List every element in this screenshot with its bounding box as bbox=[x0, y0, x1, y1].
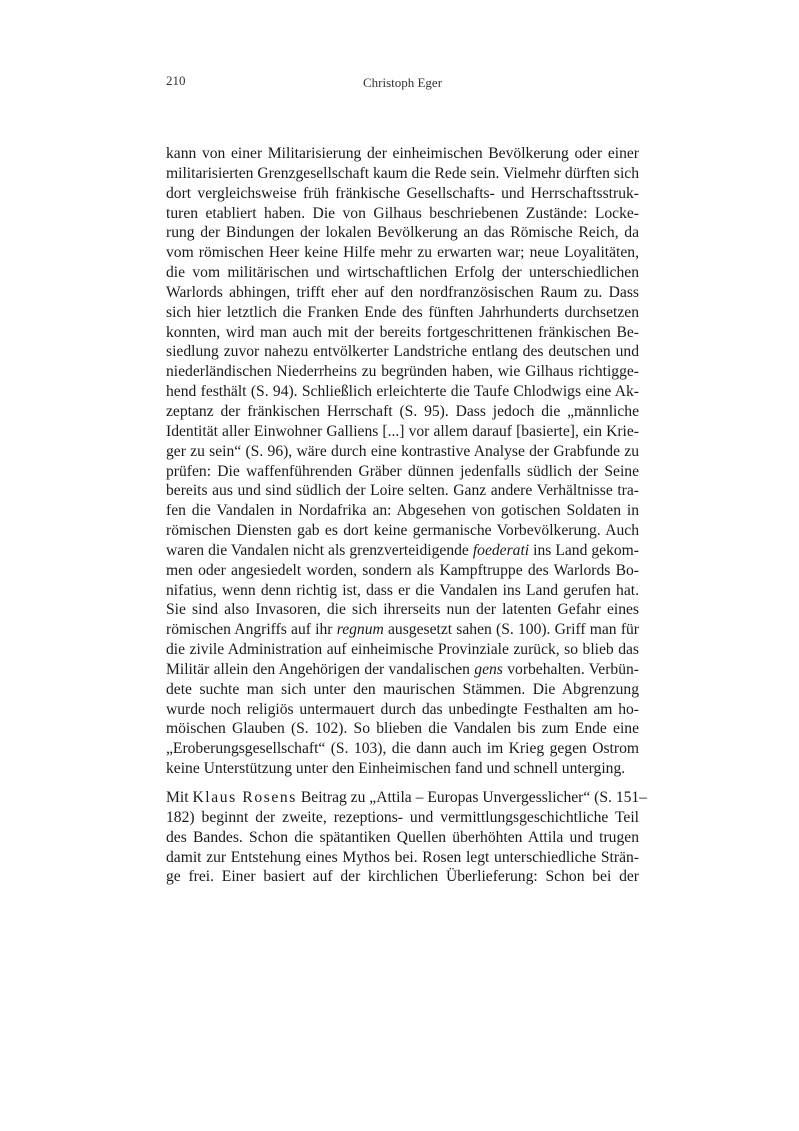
text-line: zeptanz der fränkischen Herrschaft (S. 95). Dass jedoch die „männliche bbox=[166, 402, 639, 420]
author-name: Klaus Rosens bbox=[192, 789, 297, 806]
italic-term: regnum bbox=[336, 621, 384, 639]
text-line: kann von einer Militarisierung der einheimischen Bevölkerung oder einer bbox=[166, 145, 639, 162]
text-line: nifatius, wenn denn richtig ist, dass er die Vandalen ins Land gerufen hat. bbox=[166, 581, 639, 599]
text-line: „Eroberungsgesellschaft“ (S. 103), die dann auch im Krieg gegen Ostrom bbox=[166, 740, 639, 758]
text-line: ger zu sein“ (S. 96), wäre durch eine kontrastive Analyse der Grabfunde zu bbox=[166, 442, 639, 460]
text-line: die vom militärischen und wirtschaftlichen Erfolg der unterschiedlichen bbox=[166, 264, 639, 282]
page-number: 210 bbox=[166, 73, 186, 88]
text-line: dete suchte man sich unter den maurischen Stämmen. Die Abgrenzung bbox=[166, 680, 639, 698]
text-line: konnten, wird man auch mit der bereits fortgeschrittenen fränkischen Be- bbox=[166, 323, 639, 341]
text-line: die zivile Administration auf einheimische Provinziale zurück, so blieb das bbox=[166, 641, 639, 659]
text-line: fen die Vandalen in Nordafrika an: Abgesehen von gotischen Soldaten in bbox=[166, 502, 639, 520]
text-line: ge frei. Einer basiert auf der kirchlichen Überlieferung: Schon bei der bbox=[166, 868, 639, 886]
text-line: Identität aller Einwohner Galliens [...] vor allem darauf [basierte], ein Krie- bbox=[166, 422, 639, 440]
text-line: Warlords abhingen, trifft eher auf den nordfranzösischen Raum zu. Dass bbox=[166, 283, 639, 301]
text-line: des Bandes. Schon die spätantiken Quellen überhöhten Attila und trugen bbox=[166, 828, 639, 846]
italic-term: gens bbox=[474, 660, 503, 678]
text-line: möischen Glauben (S. 102). So blieben die Vandalen bis zum Ende eine bbox=[166, 720, 639, 738]
text-line: Sie sind also Invasoren, die sich ihrerseits nun der latenten Gefahr eines bbox=[166, 601, 639, 619]
text-line: damit zur Entstehung eines Mythos bei. Rosen legt unterschiedliche Strän- bbox=[166, 848, 639, 866]
text-line: römischen Angriffs auf ihr regnum ausgesetzt sahen (S. 100). Griff man für bbox=[166, 621, 639, 639]
text-line: Mit Klaus Rosens Beitrag zu „Attila – Europas Unvergesslicher“ (S. 151– bbox=[166, 789, 648, 806]
text-line: men oder angesiedelt worden, sondern als Kampftruppe des Warlords Bo- bbox=[166, 561, 639, 579]
text-line: militarisierten Grenzgesellschaft kaum die Rede sein. Vielmehr dürften sich bbox=[166, 164, 639, 182]
text-line: keine Unterstützung unter den Einheimischen fand und schnell unterging. bbox=[166, 760, 626, 778]
text-line: wurde noch religiös untermauert durch das unbedingte Festhalten am ho- bbox=[166, 700, 639, 718]
body-text bbox=[166, 144, 648, 887]
paragraph-1 bbox=[166, 144, 639, 779]
running-title: Christoph Eger bbox=[362, 75, 443, 90]
text-line: Militär allein den Angehörigen der vandalischen gens vorbehalten. Verbün- bbox=[166, 660, 639, 678]
text-line: vom römischen Heer keine Hilfe mehr zu erwarten war; neue Loyalitäten, bbox=[166, 244, 639, 262]
running-head bbox=[166, 73, 639, 93]
text-line: siedlung zuvor nahezu entvölkerter Landstriche entlang des deutschen und bbox=[166, 343, 639, 361]
text-line: turen etabliert haben. Die von Gilhaus beschriebenen Zustände: Locke- bbox=[166, 204, 639, 222]
text-line: waren die Vandalen nicht als grenzverteidigende foederati ins Land gekom- bbox=[166, 541, 639, 559]
text-line: niederländischen Niederrheins zu begründen haben, wie Gilhaus richtigge- bbox=[166, 363, 639, 381]
paragraph-2 bbox=[166, 788, 648, 887]
text-line: sich hier letztlich die Franken Ende des fünften Jahrhunderts durchsetzen bbox=[166, 303, 639, 321]
italic-term: foederati bbox=[472, 541, 530, 559]
text-line: prüfen: Die waffenführenden Gräber dünnen jedenfalls südlich der Seine bbox=[166, 462, 639, 480]
text-line: römischen Diensten gab es dort keine germanische Vorbevölkerung. Auch bbox=[166, 522, 639, 540]
text-line: 182) beginnt der zweite, rezeptions- und vermittlungsgeschichtliche Teil bbox=[166, 808, 639, 826]
text-line: rung der Bindungen der lokalen Bevölkerung an das Römische Reich, da bbox=[166, 224, 639, 242]
text-line: hend festhält (S. 94). Schließlich erleichterte die Taufe Chlodwigs eine Ak- bbox=[166, 383, 639, 401]
text-line: bereits aus und sind südlich der Loire selten. Ganz andere Verhältnisse tra- bbox=[166, 482, 639, 500]
text-line: dort vergleichsweise früh fränkische Gesellschafts- und Herrschaftsstruk- bbox=[166, 184, 639, 202]
